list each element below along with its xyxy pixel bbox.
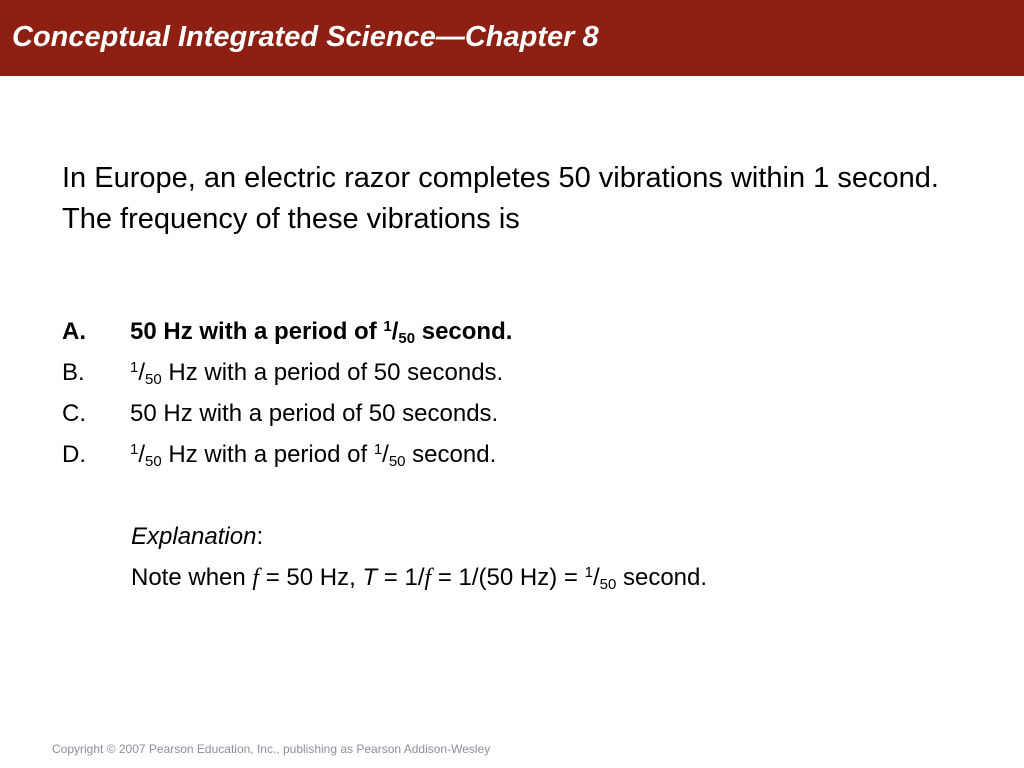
choice-text-after: second.: [405, 441, 497, 468]
fraction-numerator: 1: [130, 359, 139, 376]
period-symbol: T: [362, 564, 378, 591]
fraction-denominator: 50: [398, 330, 416, 347]
choice-text: 50 Hz with a period of $^1/_{50}$ second.: [130, 318, 513, 347]
explanation-formula: Note when f = 50 Hz, T = 1/f = 1/(50 $Hz) = ^1/_{50}$ second.: [131, 564, 708, 593]
copyright-footer: Copyright © 2007 Pearson Education, Inc., publishing as Pearson Addison-Wesley: [52, 742, 491, 756]
formula-part-2: = 1/: [377, 564, 425, 591]
fraction-denominator: 50: [145, 453, 162, 470]
choice-letter: C.: [62, 400, 86, 427]
explanation-heading: [131, 516, 707, 557]
frequency-symbol: f: [424, 565, 432, 591]
fraction-denominator: 50: [388, 453, 406, 470]
fraction-denominator: 50: [599, 576, 617, 593]
choice-c: [62, 393, 512, 434]
explanation-label: Explanation: [131, 523, 257, 550]
choice-text: $^1/_{50}$ Hz with a period of $^1/_{50}$ second.: [130, 441, 497, 470]
formula-prefix: Note when: [131, 564, 253, 591]
question-text: In Europe, an electric razor completes 50 vibrations within 1 second. The frequency of these vibrations is: [62, 162, 939, 235]
slide-title: Conceptual Integrated Science—Chapter 8: [12, 21, 599, 53]
formula-part-1: = 50 Hz,: [259, 564, 363, 591]
choice-text-middle: Hz with a period of: [161, 441, 374, 468]
explanation-colon: :: [256, 523, 264, 550]
frequency-symbol: f: [252, 565, 260, 591]
header-bar: [0, 0, 1024, 76]
choice-b: [62, 352, 512, 393]
fraction-numerator: 1: [383, 318, 392, 335]
choice-a: [62, 311, 512, 352]
choice-letter: A.: [62, 318, 86, 345]
fraction-numerator: 1: [130, 441, 139, 458]
choice-text-after: second.: [415, 318, 513, 345]
fraction-denominator: 50: [145, 371, 162, 388]
choice-text-after: Hz with a period of 50 seconds.: [161, 359, 504, 386]
choice-letter: D.: [62, 441, 86, 468]
choice-letter: B.: [62, 359, 85, 386]
choice-text: $^1/_{50}$ Hz with a period of 50 seconds.: [130, 359, 504, 388]
formula-part-3: = 1/(50 Hz) =: [431, 564, 585, 591]
formula-suffix: second.: [616, 564, 708, 591]
choice-text-before: 50 Hz with a period of: [130, 318, 384, 345]
fraction-numerator: 1: [584, 564, 593, 581]
answer-choices: [62, 311, 512, 475]
fraction-numerator: 1: [373, 441, 383, 458]
explanation-block: [131, 516, 707, 599]
choice-d: [62, 434, 512, 475]
choice-text: 50 Hz with a period of 50 seconds.: [130, 400, 499, 427]
